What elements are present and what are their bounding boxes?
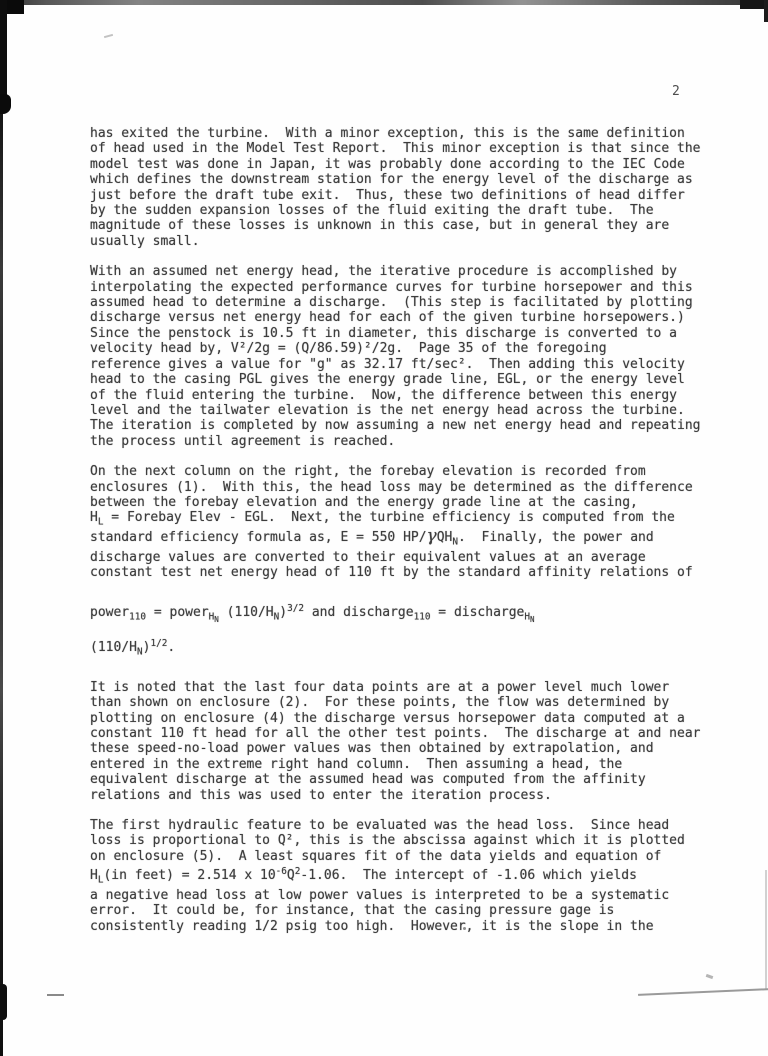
text-line: has exited the turbine. With a minor exception, this is the same definition: [90, 126, 685, 141]
text-segment: H: [208, 610, 215, 622]
formula-paragraph: [90, 596, 702, 665]
text-line: by the sudden expansion losses of the fluid exiting the draft tube. The: [90, 203, 654, 219]
gamma-symbol: γ: [426, 526, 437, 547]
scan-artifact-right-edge: [765, 870, 767, 990]
text-line: assumed head to determine a discharge. (This step is facilitated by plotting: [90, 295, 693, 311]
text-segment: = power: [146, 604, 209, 620]
scan-artifact-left-edge: [0, 96, 3, 1056]
text-line: velocity head by, V²/2g = (Q/86.59)²/2g. Page 35 of the foregoing: [90, 341, 607, 357]
scan-artifact-left-edge-top: [0, 0, 7, 100]
text-line: error. It could be, for instance, that the casing pressure gage is: [90, 903, 615, 919]
text-line: constant test net energy head of 110 ft by the standard affinity relations of: [90, 565, 693, 581]
text-line: It is noted that the last four data points are at a power level much lower: [90, 679, 670, 695]
paragraph: [90, 126, 702, 249]
text-segment: 3/2: [287, 602, 304, 614]
paragraph: [90, 464, 702, 580]
text-line: Since the penstock is 10.5 ft in diameter, this discharge is converted to a: [90, 325, 677, 341]
text-line: interpolating the expected performance curves for turbine horsepower and this: [90, 279, 693, 295]
scan-artifact-top-edge: [0, 0, 768, 5]
text-line: [90, 510, 702, 530]
text-line: of head used in the Model Test Report. This minor exception is that since the: [90, 141, 701, 157]
paragraph: [90, 264, 702, 449]
text-segment: = Forebay Elev - EGL. Next, the turbine efficiency is computed from the: [103, 510, 675, 526]
text-line: The iteration is completed by now assuming a new net energy head and repeating: [90, 418, 701, 434]
paragraph: [90, 818, 702, 934]
text-segment: L: [97, 874, 104, 886]
text-line: model test was done in Japan, it was probably done according to the IEC Code: [90, 156, 685, 172]
text-line: The first hydraulic feature to be evaluated was the head loss. Since head: [90, 817, 670, 833]
text-line: on enclosure (5). A least squares fit of the data yields and equation of: [90, 848, 662, 864]
text-segment: 110: [129, 610, 147, 622]
text-segment: -1.06. The intercept of -1.06 which yields: [300, 868, 637, 884]
text-line: just before the draft tube exit. Thus, these two definitions of head differ: [90, 187, 685, 203]
text-line: between the forebay elevation and the energy grade line at the casing,: [90, 494, 638, 510]
text-segment: N: [273, 610, 280, 622]
text-line: the process until agreement is reached.: [90, 433, 396, 449]
text-segment: N: [136, 646, 143, 658]
text-segment: ): [279, 604, 288, 620]
paragraph: [90, 680, 702, 803]
text-segment: (110/H: [90, 640, 137, 656]
text-segment: 1/2: [150, 638, 168, 650]
scan-artifact-speck: [104, 34, 113, 38]
text-line: head to the casing PGL gives the energy grade line, EGL, or the energy level: [90, 372, 685, 388]
text-segment: H: [524, 610, 531, 622]
text-segment: QH: [436, 530, 453, 546]
text-segment: = discharge: [430, 604, 525, 620]
text-segment: and discharge: [304, 604, 414, 620]
text-line: usually small.: [90, 233, 200, 249]
text-line: enclosures (1). With this, the head loss may be determined as the difference: [90, 479, 693, 495]
text-line: constant 110 ft head for all the other test points. The discharge at and near: [90, 725, 701, 741]
text-segment: N: [214, 614, 219, 624]
text-line: [90, 526, 702, 550]
text-line: [90, 864, 702, 888]
scan-artifact-bottom-dash: [47, 994, 64, 996]
text-line: reference gives a value for "g" as 32.17 ft/sec². Then adding this velocity: [90, 356, 685, 372]
text-line: than shown on enclosure (2). For these points, the flow was determined by: [90, 695, 670, 711]
text-line: loss is proportional to Q², this is the abscissa against which it is plotted: [90, 833, 685, 849]
text-segment: H: [90, 510, 98, 526]
text-segment: power: [90, 604, 130, 620]
text-line: a negative head loss at low power values is interpreted to be a systematic: [90, 887, 670, 903]
text-line: level and the tailwater elevation is the net energy head across the turbine.: [90, 402, 685, 418]
text-segment: ): [142, 640, 151, 656]
text-segment: N: [452, 536, 459, 548]
text-segment: . Finally, the power and: [458, 530, 654, 546]
text-line: which defines the downstream station for the energy level of the discharge as: [90, 172, 693, 188]
text-segment: -6: [275, 866, 287, 878]
text-body: [90, 126, 702, 949]
text-segment: Q: [286, 868, 295, 884]
page-number: 2: [672, 84, 680, 99]
text-line: consistently reading 1/2 psig too high. However, it is the slope in the: [90, 918, 654, 934]
text-segment: (in feet) = 2.514 x 10: [103, 868, 276, 884]
text-segment: (110/H: [218, 604, 274, 620]
text-line: relations and this was used to enter the iteration process.: [90, 787, 552, 803]
text-segment: standard efficiency formula as, E = 550 HP/: [90, 530, 427, 546]
text-line: With an assumed net energy head, the iterative procedure is accomplished by: [90, 264, 677, 280]
text-segment: .: [167, 640, 176, 656]
scan-artifact-left-blob: [0, 94, 11, 114]
text-line: equivalent discharge at the assumed head was computed from the affinity: [90, 772, 646, 788]
text-line: entered in the extreme right hand column. Then assuming a head, the: [90, 756, 623, 772]
text-segment: N: [530, 614, 535, 624]
text-segment: 2: [294, 866, 301, 878]
text-line: discharge values are converted to their equivalent values at an average: [90, 549, 646, 565]
text-line: magnitude of these losses is unknown in this case, but in general they are: [90, 218, 670, 234]
text-segment: H: [90, 868, 98, 884]
text-line: of the fluid entering the turbine. Now, the difference between this energy: [90, 387, 677, 403]
text-line: [90, 631, 702, 664]
scan-artifact-bottom-line: [638, 988, 768, 996]
text-segment: 110: [413, 610, 431, 622]
text-segment: L: [97, 516, 104, 528]
text-line: plotting on enclosure (4) the discharge versus horsepower data computed at a: [90, 710, 685, 726]
text-line: On the next column on the right, the forebay elevation is recorded from: [90, 464, 646, 480]
scan-artifact-speck: [706, 974, 714, 979]
text-line: [90, 596, 702, 632]
text-line: discharge versus net energy head for each of the given turbine horsepowers.): [90, 310, 685, 326]
scan-artifact-top-right-tail: [764, 0, 768, 22]
text-line: these speed-no-load power values was then obtained by extrapolation, and: [90, 741, 654, 757]
scan-artifact-left-blob-bottom: [0, 984, 7, 1020]
